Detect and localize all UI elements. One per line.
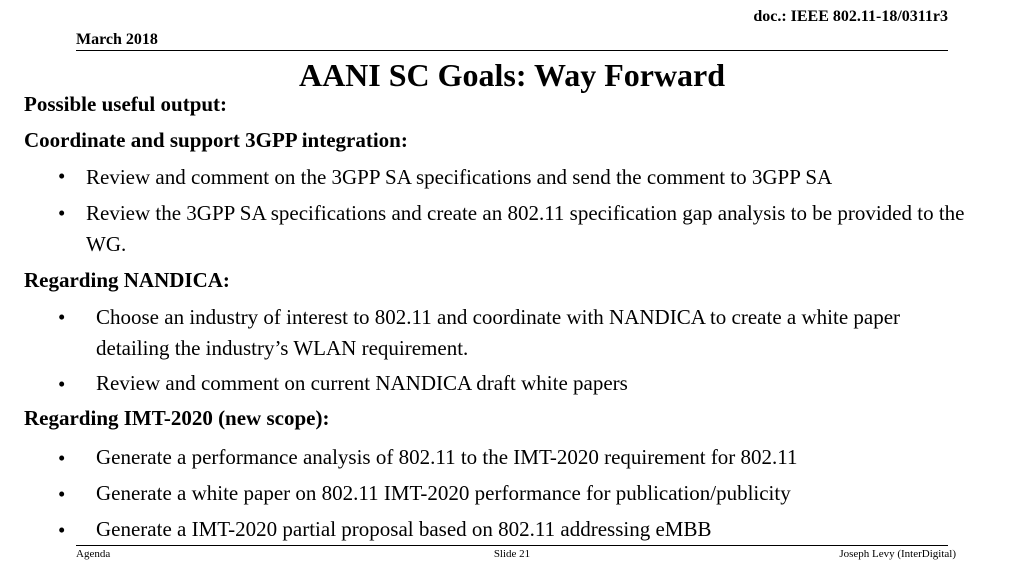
bullet-icon: • <box>58 164 66 188</box>
bullet-item: Generate a white paper on 802.11 IMT-2020 performance for publication/publicity <box>96 481 791 505</box>
bullet-icon: • <box>58 305 66 329</box>
bullet-item: Review the 3GPP SA specifications and create an 802.11 specification gap analysis to be provided to the WG. <box>86 201 965 256</box>
slide-title: AANI SC Goals: Way Forward <box>298 57 726 93</box>
bullet-item: Review and comment on the 3GPP SA specifications and send the comment to 3GPP SA <box>86 165 833 189</box>
bullet-icon: • <box>58 518 66 542</box>
bullet-icon: • <box>58 482 66 506</box>
section-heading-nandica: Regarding NANDICA: <box>24 268 230 292</box>
header-rule <box>76 50 948 51</box>
bullet-item: Generate a IMT-2020 partial proposal based on 802.11 addressing eMBB <box>96 517 712 541</box>
intro-text: Possible useful output: <box>24 92 228 116</box>
bullet-icon: • <box>58 446 66 470</box>
footer-left: Agenda <box>76 548 111 560</box>
bullet-icon: • <box>58 372 66 396</box>
bullet-icon: • <box>58 201 66 225</box>
footer-author: Joseph Levy (InterDigital) <box>839 548 956 560</box>
section-heading-imt2020: Regarding IMT-2020 (new scope): <box>24 406 330 430</box>
bullet-item: Generate a performance analysis of 802.11 to the IMT-2020 requirement for 802.11 <box>96 445 798 469</box>
bullet-item: Review and comment on current NANDICA draft white papers <box>96 371 628 395</box>
section-heading-3gpp: Coordinate and support 3GPP integration: <box>24 128 408 152</box>
footer-rule <box>76 545 948 546</box>
bullet-item: Choose an industry of interest to 802.11 and coordinate with NANDICA to create a white paper detailing the industry’s WLAN requirement. <box>96 305 901 360</box>
header-date: March 2018 <box>76 31 158 48</box>
document-id: doc.: IEEE 802.11-18/0311r3 <box>753 8 948 25</box>
slide-number: Slide 21 <box>493 548 531 560</box>
